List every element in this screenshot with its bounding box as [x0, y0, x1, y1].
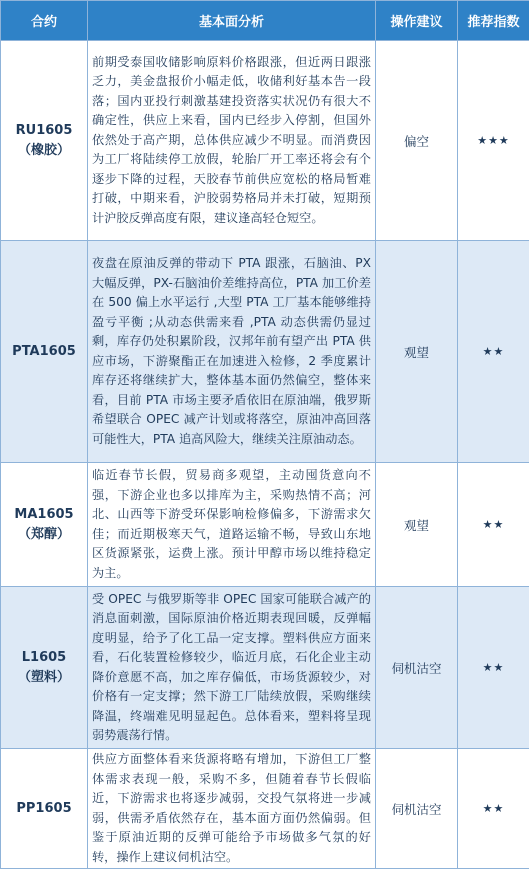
header-analysis: 基本面分析 — [88, 1, 376, 41]
analysis-text: 供应方面整体看来货源将略有增加，下游但工厂整体需求表现一般，采购不多，但随着春节长假临近，下游需求也将逐步减弱，交投气氛将进一步减弱，供需矛盾依然存在，基本面方面仍然偏弱。但鉴于原油近期的反弹可能给予市场做多气氛的好转，操作上建议伺机沽空。 — [88, 749, 376, 869]
analysis-text: 临近春节长假，贸易商多观望，主动囤货意向不强，下游企业也多以排库为主，采购热情不高；河北、山西等下游受环保影响检修偏多，下游需求欠佳；而近期极寒天气，道路运输不畅，导致山东地区货源紧张，运费上涨。预计甲醇市场以维持稳定为主。 — [88, 463, 376, 587]
header-operation: 操作建议 — [376, 1, 458, 41]
rating-stars: ★★★ — [458, 41, 529, 241]
contract-cell — [1, 587, 88, 749]
operation-suggestion: 伺机沽空 — [376, 587, 458, 749]
contract-cell — [1, 463, 88, 587]
header-rating: 推荐指数 — [458, 1, 529, 41]
contract-cell — [1, 41, 88, 241]
contract-code: MA1605 — [1, 505, 87, 525]
operation-suggestion: 伺机沽空 — [376, 749, 458, 869]
contract-code: PP1605 — [1, 799, 87, 819]
header-row — [1, 1, 529, 41]
contract-code: L1605 — [1, 648, 87, 668]
contract-code: PTA1605 — [1, 342, 87, 362]
contract-cell — [1, 749, 88, 869]
rating-stars: ★★ — [458, 587, 529, 749]
header-contract: 合约 — [1, 1, 88, 41]
analysis-text: 夜盘在原油反弹的带动下 PTA 跟涨，石脑油、PX 大幅反弹，PX-石脑油价差维持高位，PTA 加工价差在 500 偏上水平运行 ,大型 PTA 工厂基本能够维持盈亏平衡 ;从动态供需来看 ,PTA 动态供需仍显过剩，库存仍处积累阶段，汉邦年前有望产出 PTA 供应市场，下游聚酯正在加速进入检修，2 季度累计库存还将继续扩大，整体基本面仍然偏空，整体来看，目前 PTA 市场主要矛盾依旧在原油端，俄罗斯希望联合 OPEC 减产计划或将落空，原油冲高回落可能性大，PTA 追高风险大，继续关注原油动态。 — [88, 241, 376, 463]
table-row-l1605 — [1, 587, 529, 749]
contract-name: （郑醇） — [1, 525, 87, 545]
contract-name: （橡胶） — [1, 141, 87, 161]
contract-code: RU1605 — [1, 121, 87, 141]
rating-stars: ★★ — [458, 463, 529, 587]
analysis-text: 受 OPEC 与俄罗斯等非 OPEC 国家可能联合减产的消息面刺激，国际原油价格近期表现回暖，反弹幅度明显，给予了化工品一定支撑。塑料供应方面来看，石化装置检修较少，临近月底，石化企业主动降价意愿不高，加之库存偏低，市场货源较少，对价格有一定支撑；然下游工厂陆续放假，采购继续降温，终端难见明显起色。总体看来，塑料将呈现弱势震荡行情。 — [88, 587, 376, 749]
contract-cell — [1, 241, 88, 463]
analysis-text: 前期受泰国收储影响原料价格跟涨，但近两日跟涨乏力，美金盘报价小幅走低，收储利好基本告一段落；国内亚投行刺激基建投资落实状况仍有很大不确定性，供应上来看，国内已经步入停割，但国外依然处于高产期，总体供应减少不明显。而消费因为工厂将陆续停工放假，轮胎厂开工率还将会有个逐步下降的过程，天胶春节前供应宽松的格局暂难打破，中期来看，沪胶弱势格局并未打破，短期预计沪胶反弹高度有限，建议逢高轻仓短空。 — [88, 41, 376, 241]
table-row-pp1605 — [1, 749, 529, 869]
rating-stars: ★★ — [458, 241, 529, 463]
table-row-ma1605 — [1, 463, 529, 587]
table-row-pta1605 — [1, 241, 529, 463]
table-row-ru1605 — [1, 41, 529, 241]
operation-suggestion: 观望 — [376, 463, 458, 587]
operation-suggestion: 观望 — [376, 241, 458, 463]
rating-stars: ★★ — [458, 749, 529, 869]
operation-suggestion: 偏空 — [376, 41, 458, 241]
contract-name: （塑料） — [1, 668, 87, 688]
